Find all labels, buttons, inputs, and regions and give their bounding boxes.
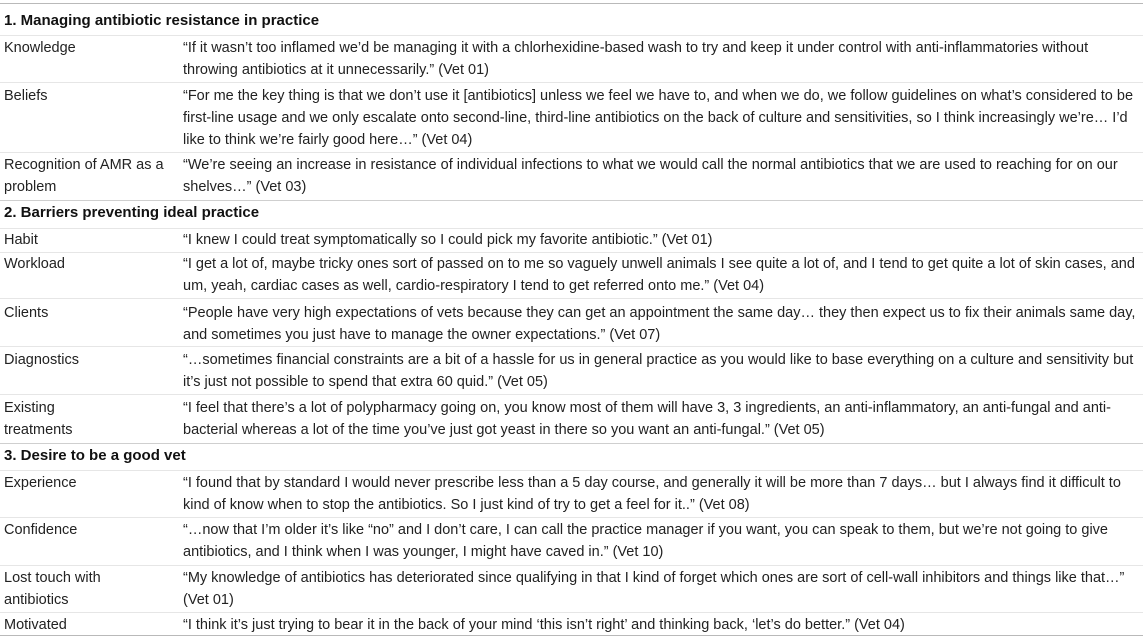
- theme-label-diagnostics: Diagnostics: [4, 352, 79, 368]
- row-divider: [0, 565, 1143, 566]
- row-divider: [0, 612, 1143, 613]
- theme-label-knowledge: Knowledge: [4, 40, 76, 56]
- row-divider: [0, 394, 1143, 395]
- theme-label-existing-treatments: Existing treatments: [4, 400, 73, 438]
- theme-label-clients: Clients: [4, 305, 49, 321]
- quote-existing-treatments: “I feel that there’s a lot of polypharmacy going on, you know most of them will have 3, 3 ingredients, an anti-inflammatory, an anti-fungal and anti-bacterial whereas a lot of the time you’ve just got yeast in there so you want an anti-fungal.” (Vet 05): [183, 400, 1111, 438]
- row-divider: [0, 298, 1143, 299]
- row-divider: [0, 82, 1143, 83]
- section-title-1: 1. Managing antibiotic resistance in practice: [4, 12, 320, 29]
- quote-knowledge: “If it wasn’t too inflamed we’d be managing it with a chlorhexidine-based wash to try and keep it under control with anti-inflammatories without throwing antibiotics at it unnecessarily.” (Vet 01): [183, 40, 1089, 78]
- quote-habit: “I knew I could treat symptomatically so I could pick my favorite antibiotic.” (Vet 01): [183, 232, 713, 248]
- section-divider: [0, 200, 1143, 201]
- theme-label-motivated: Motivated: [4, 617, 67, 633]
- quote-lost-touch: “My knowledge of antibiotics has deteriorated since qualifying in that I kind of forget which ones are sort of cell-wall inhibitors and things like that…” (Vet 01): [183, 570, 1125, 608]
- section-title-3: 3. Desire to be a good vet: [4, 447, 186, 464]
- quote-recognition: “We’re seeing an increase in resistance of individual infections to what we would call the normal antibiotics that we are used to reaching for on our shelves…” (Vet 03): [183, 157, 1118, 195]
- section-divider: [0, 443, 1143, 444]
- theme-label-workload: Workload: [4, 256, 65, 272]
- theme-label-recognition: Recognition of AMR as a problem: [4, 157, 164, 195]
- quote-experience: “I found that by standard I would never prescribe less than a 5 day course, and generally it will be more than 7 days… but I always find it difficult to kind of know when to stop the antibiotics. So I just kind of try to get a feel for it..” (Vet 08): [183, 475, 1121, 513]
- quote-beliefs: “For me the key thing is that we don’t use it [antibiotics] unless we feel we have to, and when we do, we follow guidelines on what’s considered to be first-line usage and we only escalate onto second-line, third-line antibiotics on the back of culture and sensitivities, so I think increasingly we’re… I’d like to think we’re fairly good here…” (Vet 04): [183, 88, 1134, 148]
- row-divider: [0, 152, 1143, 153]
- row-divider: [0, 517, 1143, 518]
- row-divider: [0, 35, 1143, 36]
- quote-workload: “I get a lot of, maybe tricky ones sort of passed on to me so vaguely unwell animals I see quite a lot of, and I tend to get quite a lot of skin cases, and um, yeah, cardiac cases as well, cardio-respiratory I tend to get referred onto me.” (Vet 04): [183, 256, 1135, 294]
- quote-motivated: “I think it’s just trying to bear it in the back of your mind ‘this isn’t right’ and thinking back, ‘let’s do better.” (Vet 04): [183, 617, 905, 633]
- table-top-rule: [0, 3, 1143, 4]
- row-divider: [0, 346, 1143, 347]
- theme-label-beliefs: Beliefs: [4, 88, 48, 104]
- theme-label-habit: Habit: [4, 232, 38, 248]
- theme-label-lost-touch: Lost touch with antibiotics: [4, 570, 101, 608]
- quote-clients: “People have very high expectations of vets because they can get an appointment the same day… they then expect us to fix their animals same day, and sometimes you just have to manage the owner expectations.” (Vet 07): [183, 305, 1136, 343]
- table-bottom-rule: [0, 635, 1143, 636]
- section-title-2: 2. Barriers preventing ideal practice: [4, 204, 260, 221]
- theme-label-confidence: Confidence: [4, 522, 78, 538]
- row-divider: [0, 470, 1143, 471]
- quote-diagnostics: “…sometimes financial constraints are a bit of a hassle for us in general practice as you would like to base everything on a culture and sensitivity but it’s just not possible to spend that extra 60 quid.” (Vet 05): [183, 352, 1134, 390]
- theme-label-experience: Experience: [4, 475, 77, 491]
- quote-confidence: “…now that I’m older it’s like “no” and I don’t care, I can call the practice manager if you want, you can speak to them, but we’re not going to give antibiotics, and I think when I was younger, I might have caved in.” (Vet 10): [183, 522, 1108, 560]
